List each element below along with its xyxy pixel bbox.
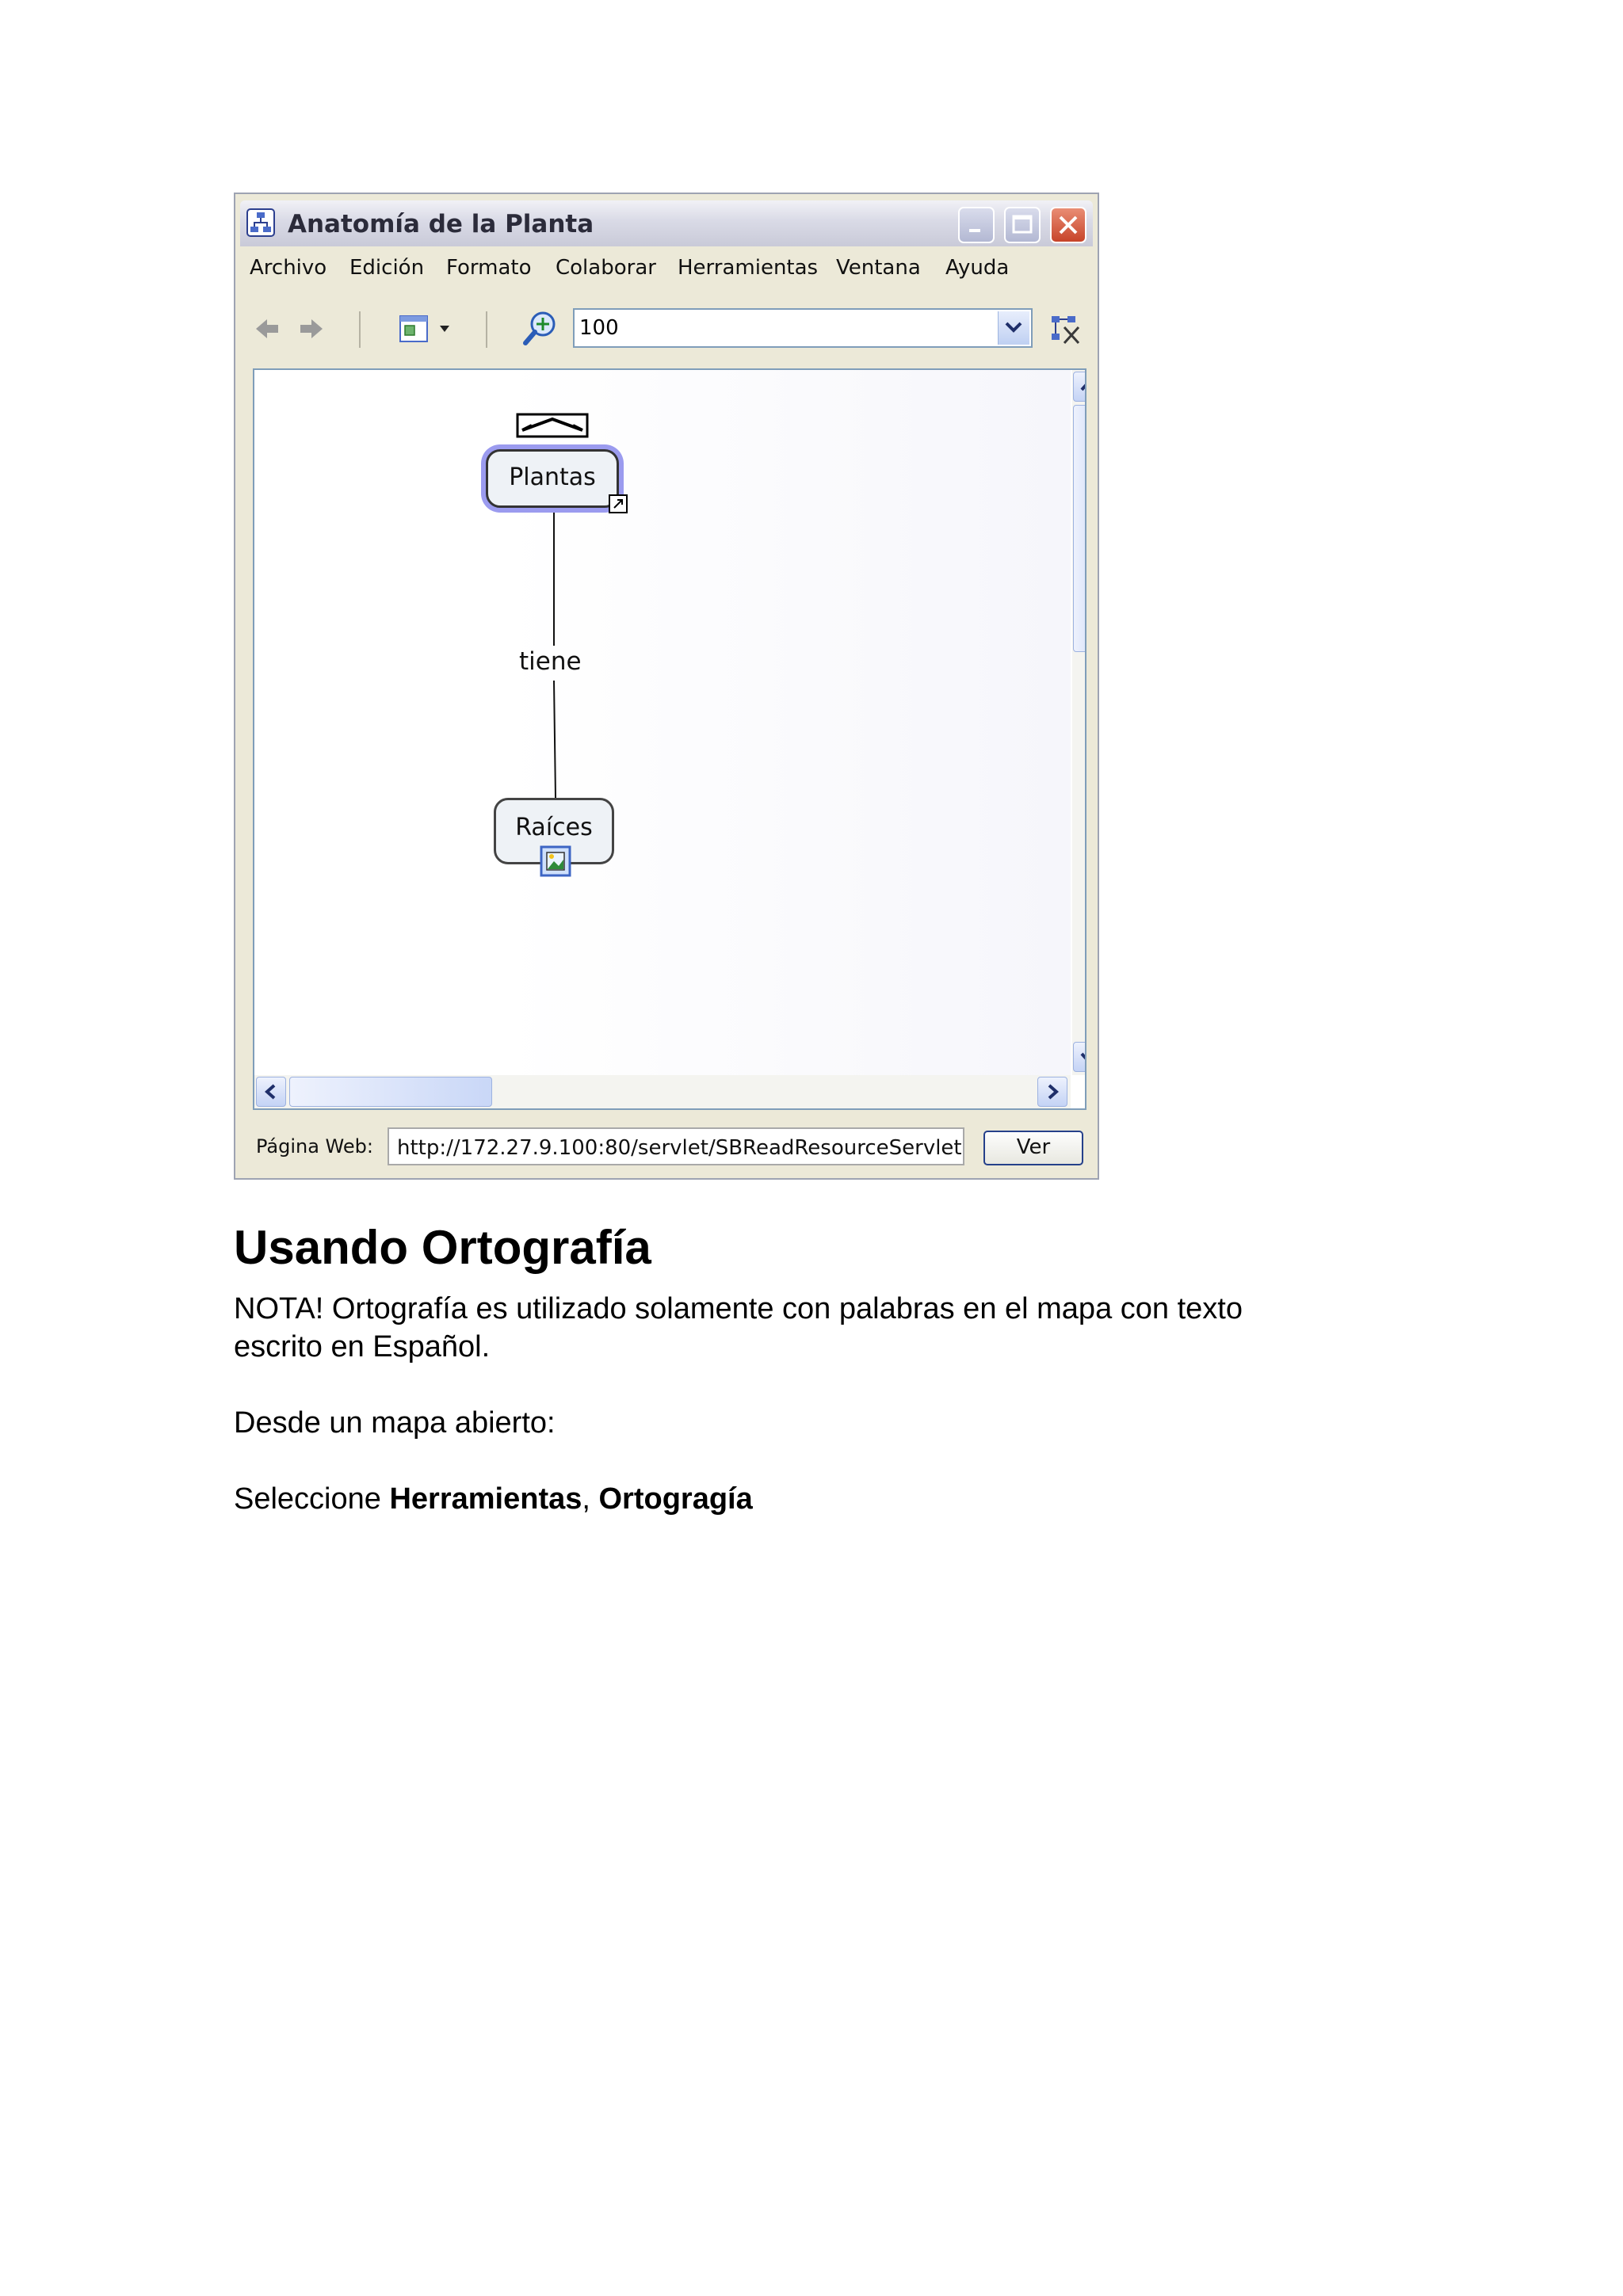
resize-handle-icon[interactable] bbox=[516, 413, 590, 441]
back-arrow-icon[interactable] bbox=[253, 315, 281, 343]
vertical-scrollbar[interactable] bbox=[1072, 370, 1086, 1075]
scroll-right-button[interactable] bbox=[1037, 1077, 1067, 1107]
minimize-icon bbox=[960, 208, 993, 242]
scroll-left-button[interactable] bbox=[256, 1077, 286, 1107]
url-field[interactable] bbox=[388, 1127, 964, 1165]
window-title: Anatomía de la Planta bbox=[288, 210, 594, 238]
concept-plantas[interactable] bbox=[486, 449, 619, 508]
zoom-select[interactable] bbox=[573, 308, 1033, 348]
select-item-herramientas: Herramientas bbox=[389, 1482, 582, 1516]
menu-formato[interactable]: Formato bbox=[446, 256, 532, 280]
app-window bbox=[234, 193, 1099, 1180]
minimize-button[interactable] bbox=[958, 207, 995, 243]
chevron-right-icon bbox=[1038, 1077, 1067, 1106]
title-bar[interactable] bbox=[240, 200, 1093, 246]
select-separator: , bbox=[582, 1482, 599, 1516]
maximize-button[interactable] bbox=[1004, 207, 1041, 243]
section-heading: Usando Ortografía bbox=[234, 1221, 651, 1274]
chevron-down-icon bbox=[999, 311, 1029, 343]
scroll-down-button[interactable] bbox=[1073, 1042, 1086, 1072]
menu-colaborar[interactable]: Colaborar bbox=[556, 256, 656, 280]
zoom-dropdown-button[interactable] bbox=[998, 311, 1029, 345]
image-resource-icon[interactable] bbox=[540, 845, 571, 877]
select-prefix: Seleccione bbox=[234, 1482, 390, 1516]
menu-ayuda[interactable]: Ayuda bbox=[945, 256, 1010, 280]
forward-arrow-icon[interactable] bbox=[297, 315, 326, 343]
url-text: http://172.27.9.100:80/servlet/SBReadResourceServlet bbox=[397, 1136, 962, 1160]
select-item-ortografia: Ortogragía bbox=[598, 1482, 753, 1516]
map-connections bbox=[254, 370, 1071, 1075]
resource-link-icon[interactable] bbox=[608, 494, 628, 514]
menu-edicion[interactable]: Edición bbox=[349, 256, 425, 280]
menu-ventana[interactable]: Ventana bbox=[836, 256, 921, 280]
chevron-up-icon bbox=[1074, 372, 1086, 401]
note-paragraph bbox=[234, 1290, 1423, 1366]
menu-archivo[interactable]: Archivo bbox=[250, 256, 327, 280]
horizontal-scrollbar[interactable] bbox=[254, 1075, 1071, 1108]
close-button[interactable] bbox=[1050, 207, 1086, 243]
map-canvas[interactable] bbox=[253, 368, 1086, 1110]
close-icon bbox=[1052, 208, 1085, 242]
linking-phrase[interactable]: tiene bbox=[519, 647, 582, 676]
screenshot bbox=[234, 193, 1102, 1183]
chevron-left-icon bbox=[257, 1077, 285, 1106]
concept-raices-label: Raíces bbox=[515, 814, 593, 841]
maximize-icon bbox=[1006, 208, 1039, 242]
vertical-scroll-thumb[interactable] bbox=[1073, 405, 1086, 652]
toolbar bbox=[240, 297, 1093, 360]
zoom-value: 100 bbox=[579, 316, 619, 340]
menu-bar bbox=[240, 250, 1093, 286]
network-settings-icon[interactable] bbox=[1047, 311, 1083, 348]
chevron-down-icon bbox=[1074, 1043, 1086, 1071]
menu-herramientas[interactable]: Herramientas bbox=[678, 256, 819, 280]
zoom-icon[interactable] bbox=[521, 310, 562, 348]
note-line-1: NOTA! Ortografía es utilizado solamente con palabras en el mapa con texto bbox=[234, 1292, 1243, 1325]
note-line-2: escrito en Español. bbox=[234, 1330, 491, 1363]
view-button[interactable]: Ver bbox=[983, 1131, 1083, 1165]
instruction-paragraph: Desde un mapa abierto: bbox=[234, 1406, 556, 1440]
web-page-label: Página Web: bbox=[256, 1135, 373, 1158]
view-options-icon[interactable] bbox=[395, 310, 456, 346]
cmap-app-icon bbox=[246, 208, 275, 237]
concept-plantas-label: Plantas bbox=[509, 463, 596, 491]
scroll-up-button[interactable] bbox=[1073, 372, 1086, 402]
status-bar bbox=[240, 1121, 1093, 1173]
select-paragraph bbox=[234, 1480, 753, 1518]
horizontal-scroll-thumb[interactable] bbox=[289, 1077, 492, 1107]
